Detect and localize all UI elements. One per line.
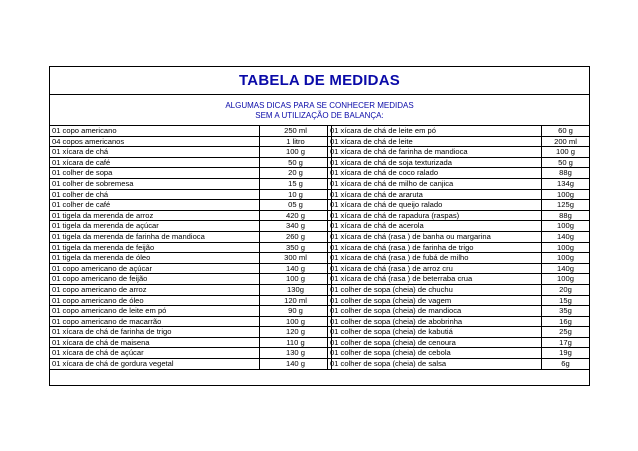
table-row bbox=[50, 306, 332, 317]
table-row bbox=[328, 263, 590, 274]
value-cell: 200 ml bbox=[542, 136, 590, 147]
left-measures-table bbox=[49, 125, 332, 370]
table-row bbox=[50, 242, 332, 253]
value-cell: 100g bbox=[542, 274, 590, 285]
item-cell: 04 copos americanos bbox=[50, 136, 260, 147]
item-cell: 01 colher de sopa (cheia) de mandioca bbox=[328, 306, 542, 317]
item-cell: 01 colher de sopa (cheia) de abobrinha bbox=[328, 316, 542, 327]
value-cell: 15 g bbox=[260, 178, 332, 189]
table-row bbox=[328, 136, 590, 147]
value-cell: 19g bbox=[542, 348, 590, 359]
value-cell: 100g bbox=[542, 242, 590, 253]
value-cell: 260 g bbox=[260, 231, 332, 242]
item-cell: 01 colher de sopa (cheia) de chuchu bbox=[328, 284, 542, 295]
table-row bbox=[50, 200, 332, 211]
value-cell: 16g bbox=[542, 316, 590, 327]
item-cell: 01 tigela da merenda de óleo bbox=[50, 253, 260, 264]
value-cell: 350 g bbox=[260, 242, 332, 253]
item-cell: 01 tigela da merenda de arroz bbox=[50, 210, 260, 221]
item-cell: 01 copo americano de açúcar bbox=[50, 263, 260, 274]
measures-sheet bbox=[49, 66, 590, 386]
table-row bbox=[328, 147, 590, 158]
table-row bbox=[50, 178, 332, 189]
table-row bbox=[50, 210, 332, 221]
table-row bbox=[328, 306, 590, 317]
table-row bbox=[328, 337, 590, 348]
value-cell: 25g bbox=[542, 327, 590, 338]
table-row bbox=[328, 157, 590, 168]
value-cell: 100g bbox=[542, 189, 590, 200]
item-cell: 01 copo americano de macarrão bbox=[50, 316, 260, 327]
value-cell: 120 g bbox=[260, 327, 332, 338]
table-row bbox=[328, 295, 590, 306]
item-cell: 01 xícara de chá de leite bbox=[328, 136, 542, 147]
item-cell: 01 colher de café bbox=[50, 200, 260, 211]
item-cell: 01 xícara de chá de açúcar bbox=[50, 348, 260, 359]
table-row bbox=[50, 274, 332, 285]
value-cell: 140g bbox=[542, 263, 590, 274]
table-row bbox=[328, 189, 590, 200]
table-row bbox=[328, 274, 590, 285]
value-cell: 6g bbox=[542, 359, 590, 370]
table-row bbox=[50, 253, 332, 264]
value-cell: 420 g bbox=[260, 210, 332, 221]
table-row bbox=[328, 178, 590, 189]
table-row bbox=[328, 348, 590, 359]
table-row bbox=[328, 168, 590, 179]
table-row bbox=[328, 231, 590, 242]
value-cell: 134g bbox=[542, 178, 590, 189]
value-cell: 300 ml bbox=[260, 253, 332, 264]
item-cell: 01 copo americano de leite em pó bbox=[50, 306, 260, 317]
value-cell: 60 g bbox=[542, 126, 590, 137]
item-cell: 01 colher de chá bbox=[50, 189, 260, 200]
value-cell: 100 g bbox=[542, 147, 590, 158]
value-cell: 100 g bbox=[260, 316, 332, 327]
table-row bbox=[328, 316, 590, 327]
value-cell: 340 g bbox=[260, 221, 332, 232]
table-row bbox=[328, 253, 590, 264]
value-cell: 50 g bbox=[542, 157, 590, 168]
subtitle bbox=[50, 101, 589, 121]
item-cell: 01 xícara de chá (rasa ) de fubá de milho bbox=[328, 253, 542, 264]
item-cell: 01 xícara de chá de queijo ralado bbox=[328, 200, 542, 211]
value-cell: 100g bbox=[542, 221, 590, 232]
table-row bbox=[50, 157, 332, 168]
table-row bbox=[328, 200, 590, 211]
value-cell: 05 g bbox=[260, 200, 332, 211]
table-row bbox=[50, 136, 332, 147]
table-row bbox=[50, 147, 332, 158]
table-row bbox=[50, 221, 332, 232]
item-cell: 01 copo americano bbox=[50, 126, 260, 137]
item-cell: 01 xícara de chá de farinha de trigo bbox=[50, 327, 260, 338]
item-cell: 01 xícara de chá (rasa ) de arroz cru bbox=[328, 263, 542, 274]
item-cell: 01 xícara de chá de farinha de mandioca bbox=[328, 147, 542, 158]
item-cell: 01 xícara de chá de coco ralado bbox=[328, 168, 542, 179]
right-measures-table bbox=[327, 125, 590, 370]
subtitle-line-2: SEM A UTILIZAÇÃO DE BALANÇA: bbox=[255, 111, 384, 120]
value-cell: 100 g bbox=[260, 147, 332, 158]
value-cell: 125g bbox=[542, 200, 590, 211]
value-cell: 140 g bbox=[260, 263, 332, 274]
item-cell: 01 xícara de chá (rasa ) de banha ou margarina bbox=[328, 231, 542, 242]
item-cell: 01 xícara de chá de maisena bbox=[50, 337, 260, 348]
value-cell: 1 litro bbox=[260, 136, 332, 147]
value-cell: 20g bbox=[542, 284, 590, 295]
value-cell: 130 g bbox=[260, 348, 332, 359]
table-row bbox=[328, 126, 590, 137]
table-row bbox=[328, 210, 590, 221]
value-cell: 130g bbox=[260, 284, 332, 295]
item-cell: 01 colher de sopa (cheia) de kabutiá bbox=[328, 327, 542, 338]
value-cell: 10 g bbox=[260, 189, 332, 200]
value-cell: 120 ml bbox=[260, 295, 332, 306]
table-row bbox=[50, 231, 332, 242]
table-row bbox=[328, 284, 590, 295]
page-title: TABELA DE MEDIDAS bbox=[239, 72, 400, 89]
item-cell: 01 copo americano de feijão bbox=[50, 274, 260, 285]
table-row bbox=[328, 221, 590, 232]
item-cell: 01 xícara de chá de milho de canjica bbox=[328, 178, 542, 189]
item-cell: 01 colher de sopa (cheia) de vagem bbox=[328, 295, 542, 306]
value-cell: 17g bbox=[542, 337, 590, 348]
table-row bbox=[50, 126, 332, 137]
table-row bbox=[50, 359, 332, 370]
item-cell: 01 tigela da merenda de feijão bbox=[50, 242, 260, 253]
value-cell: 100 g bbox=[260, 274, 332, 285]
table-row bbox=[50, 263, 332, 274]
value-cell: 110 g bbox=[260, 337, 332, 348]
table-row bbox=[50, 327, 332, 338]
value-cell: 88g bbox=[542, 168, 590, 179]
value-cell: 15g bbox=[542, 295, 590, 306]
table-row bbox=[50, 316, 332, 327]
value-cell: 140g bbox=[542, 231, 590, 242]
item-cell: 01 xícara de chá de leite em pó bbox=[328, 126, 542, 137]
table-row bbox=[50, 295, 332, 306]
table-row bbox=[50, 348, 332, 359]
table-row bbox=[328, 327, 590, 338]
item-cell: 01 copo americano de arroz bbox=[50, 284, 260, 295]
item-cell: 01 xícara de chá (rasa ) de beterraba crua bbox=[328, 274, 542, 285]
title-box bbox=[50, 67, 589, 95]
value-cell: 250 ml bbox=[260, 126, 332, 137]
table-row bbox=[50, 337, 332, 348]
item-cell: 01 xícara de chá de rapadura (raspas) bbox=[328, 210, 542, 221]
value-cell: 100g bbox=[542, 253, 590, 264]
item-cell: 01 xícara de café bbox=[50, 157, 260, 168]
item-cell: 01 colher de sopa (cheia) de salsa bbox=[328, 359, 542, 370]
table-row bbox=[328, 359, 590, 370]
item-cell: 01 copo americano de óleo bbox=[50, 295, 260, 306]
item-cell: 01 colher de sopa (cheia) de cenoura bbox=[328, 337, 542, 348]
value-cell: 50 g bbox=[260, 157, 332, 168]
value-cell: 20 g bbox=[260, 168, 332, 179]
item-cell: 01 xícara de chá de soja texturizada bbox=[328, 157, 542, 168]
subtitle-line-1: ALGUMAS DICAS PARA SE CONHECER MEDIDAS bbox=[225, 101, 414, 110]
table-row bbox=[50, 284, 332, 295]
item-cell: 01 xícara de chá (rasa ) de farinha de trigo bbox=[328, 242, 542, 253]
table-row bbox=[50, 189, 332, 200]
value-cell: 35g bbox=[542, 306, 590, 317]
value-cell: 90 g bbox=[260, 306, 332, 317]
item-cell: 01 xícara de chá de gordura vegetal bbox=[50, 359, 260, 370]
item-cell: 01 xícara de chá de araruta bbox=[328, 189, 542, 200]
item-cell: 01 colher de sobremesa bbox=[50, 178, 260, 189]
item-cell: 01 tigela da merenda de açúcar bbox=[50, 221, 260, 232]
value-cell: 140 g bbox=[260, 359, 332, 370]
item-cell: 01 colher de sopa (cheia) de cebola bbox=[328, 348, 542, 359]
item-cell: 01 tigela da merenda de farinha de mandioca bbox=[50, 231, 260, 242]
item-cell: 01 xícara de chá bbox=[50, 147, 260, 158]
item-cell: 01 xícara de chá de acerola bbox=[328, 221, 542, 232]
item-cell: 01 colher de sopa bbox=[50, 168, 260, 179]
value-cell: 88g bbox=[542, 210, 590, 221]
table-row bbox=[50, 168, 332, 179]
table-row bbox=[328, 242, 590, 253]
